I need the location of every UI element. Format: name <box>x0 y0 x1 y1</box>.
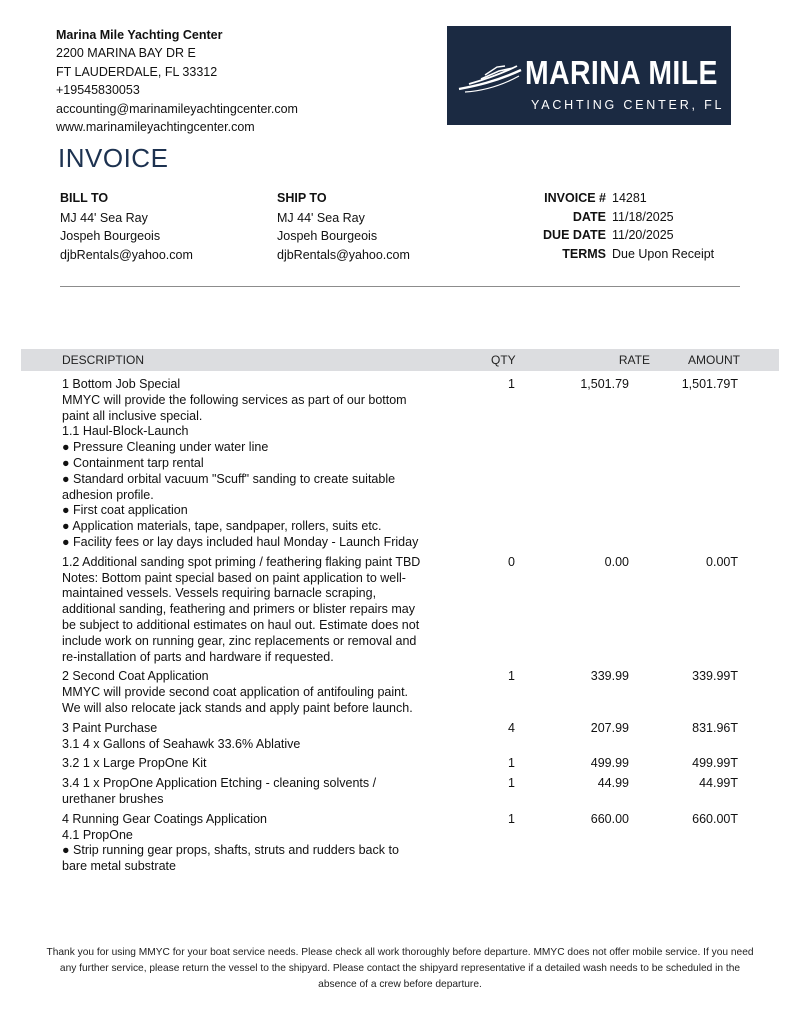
line-qty: 0 <box>508 554 515 569</box>
logo-sub-text: YACHTING CENTER, FL <box>531 98 725 112</box>
ship-to-email: djbRentals@yahoo.com <box>277 247 410 262</box>
ship-to-heading: SHIP TO <box>277 191 327 205</box>
line-rate: 1,501.79 <box>580 377 629 391</box>
ship-to-vessel: MJ 44' Sea Ray <box>277 210 365 225</box>
company-logo <box>447 26 731 125</box>
line-description: 3.4 1 x PropOne Application Etching - cleaning solvents / urethaner brushes <box>62 776 377 806</box>
bill-to-heading: BILL TO <box>60 191 109 205</box>
terms-row <box>480 245 714 264</box>
company-address-line2: FT LAUDERDALE, FL 33312 <box>56 64 218 79</box>
due-date-label: DUE DATE <box>543 228 606 242</box>
company-phone: +19545830053 <box>56 83 140 98</box>
line-description: 4 Running Gear Coatings Application 4.1 PropOne ● Strip running gear props, shafts, struts and rudders back to bare metal substrate <box>62 811 399 874</box>
header-qty: QTY <box>491 353 516 367</box>
company-email[interactable]: accounting@marinamileyachtingcenter.com <box>56 101 298 116</box>
terms-value: Due Upon Receipt <box>612 246 715 261</box>
line-description: 1.2 Additional sanding spot priming / feathering flaking paint TBD Notes: Bottom paint special based on paint application to well-maintained vessels. Vessels requiring barnacle scraping, additional sanding, feathering and primers or blister repairs may be subject to additional estimates on haul out. Estimate does not include work on running gear, zinc replacements or removal and re-installation of parts and hardware if requested. <box>62 554 421 664</box>
line-amount: 0.00T <box>706 554 738 569</box>
line-rate: 339.99 <box>590 669 629 684</box>
line-description: 2 Second Coat Application MMYC will provide second coat application of antifouling paint. We will also relocate jack stands and apply paint before launch. <box>62 669 413 715</box>
footer-note: Thank you for using MMYC for your boat service needs. Please check all work thoroughly before departure. MMYC does not offer mobile service. If you need any further service, please return the vessel to the shipyard. Please contact the shipyard representative if a detailed wash needs to be scheduled in the absence of a crew before departure. <box>46 947 754 990</box>
line-rate: 207.99 <box>590 720 629 735</box>
invoice-date-row <box>480 208 714 227</box>
company-name: Marina Mile Yachting Center <box>56 28 223 42</box>
table-row <box>0 377 800 551</box>
invoice-date-value: 11/18/2025 <box>612 209 674 224</box>
line-qty: 1 <box>508 756 515 771</box>
bill-to-email: djbRentals@yahoo.com <box>60 247 193 262</box>
invoice-number-label: INVOICE # <box>544 191 606 205</box>
company-address-line1: 2200 MARINA BAY DR E <box>56 46 196 61</box>
divider <box>60 286 740 287</box>
line-amount: 831.96T <box>692 720 738 735</box>
logo-main-text: MARINA MILE <box>525 54 718 91</box>
line-amount: 339.99T <box>692 669 738 684</box>
table-row <box>0 776 800 808</box>
due-date-row <box>480 226 714 245</box>
terms-label: TERMS <box>562 246 606 261</box>
yacht-icon <box>455 62 525 96</box>
invoice-number-row <box>480 189 714 208</box>
line-amount: 44.99T <box>699 776 738 791</box>
line-amount: 499.99T <box>692 756 738 771</box>
invoice-title: INVOICE <box>58 143 169 173</box>
line-items <box>0 377 800 879</box>
company-info <box>56 26 298 136</box>
line-description: 3 Paint Purchase 3.1 4 x Gallons of Seahawk 33.6% Ablative <box>62 720 301 751</box>
line-qty: 4 <box>508 720 515 735</box>
table-header <box>21 349 779 371</box>
line-description: 1 Bottom Job Special MMYC will provide the following services as part of our bottom paint all inclusive special. 1.1 Haul-Block-Launch ● Pressure Cleaning under water line ● Containment tarp rental ● Standard orbital vacuum "Scuff" sanding to create suitable adhesion profile. ● First coat application ● Application materials, tape, sandpaper, rollers, suits etc. ● Facility fees or lay days included haul Monday - Launch Friday <box>62 377 419 549</box>
ship-to-block <box>277 189 410 264</box>
line-rate: 499.99 <box>590 756 629 771</box>
header-rate: RATE <box>618 353 650 367</box>
invoice-date-label: DATE <box>572 209 606 224</box>
due-date-value: 11/20/2025 <box>612 228 674 242</box>
line-qty: 1 <box>508 776 515 791</box>
table-row <box>0 812 800 875</box>
table-row <box>0 721 800 753</box>
line-amount: 1,501.79T <box>681 377 738 391</box>
header-description: DESCRIPTION <box>62 353 145 367</box>
line-rate: 660.00 <box>590 811 629 826</box>
header-amount: AMOUNT <box>688 353 740 367</box>
line-rate: 44.99 <box>597 776 629 791</box>
table-row <box>0 669 800 716</box>
line-description: 3.2 1 x Large PropOne Kit <box>62 756 207 771</box>
bill-to-block <box>60 189 193 264</box>
ship-to-name: Jospeh Bourgeois <box>277 229 378 243</box>
company-website[interactable]: www.marinamileyachtingcenter.com <box>56 120 255 135</box>
line-qty: 1 <box>508 377 515 391</box>
table-row <box>0 555 800 666</box>
line-rate: 0.00 <box>604 554 629 569</box>
line-amount: 660.00T <box>692 811 738 826</box>
table-row <box>0 756 800 772</box>
bill-to-name: Jospeh Bourgeois <box>60 229 161 243</box>
invoice-number-value: 14281 <box>612 191 647 205</box>
bill-to-vessel: MJ 44' Sea Ray <box>60 210 148 225</box>
line-qty: 1 <box>508 669 515 684</box>
invoice-meta <box>480 189 714 263</box>
line-qty: 1 <box>508 811 515 826</box>
